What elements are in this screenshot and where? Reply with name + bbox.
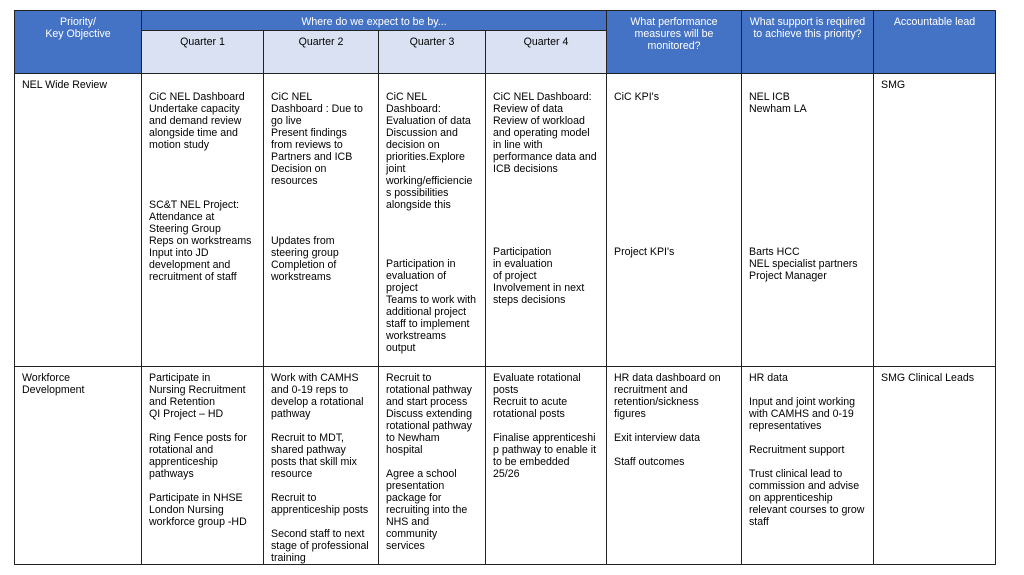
support-cell: HR data Input and joint working with CAMHS and 0-19 representatives Recruitment support Trust clinical lead to commission and advise on apprenticeship relevant courses to grow staff: [742, 367, 874, 565]
header-expect: Where do we expect to be by...: [142, 11, 607, 31]
measures-cell: [607, 74, 742, 367]
q2-text-a: CiC NEL Dashboard : Due to go live Present findings from reviews to Partners and ICB Decision on resources: [271, 91, 363, 187]
q2-cell: Work with CAMHS and 0-19 reps to develop a rotational pathway Recruit to MDT, shared pathway posts that skill mix resource Recruit to apprenticeship posts Second staff to next stage of professional training: [264, 367, 379, 565]
support-text-a: NEL ICB Newham LA: [749, 91, 807, 115]
header-quarter-2: Quarter 2: [264, 31, 379, 74]
header-priority: Priority/ Key Objective: [15, 11, 142, 74]
measures-text-b: Project KPI's: [614, 246, 675, 258]
q1-cell: [142, 74, 264, 367]
support-text-b: Barts HCC NEL specialist partners Project Manager: [749, 246, 858, 282]
q3-text-b: Participation in evaluation of project Teams to work with additional project staff to implement workstreams output: [386, 258, 477, 354]
header-lead: Accountable lead: [874, 11, 996, 74]
q3-text-a: CiC NEL Dashboard: Evaluation of data Discussion and decision on priorities.Explore joint working/efficiencie s possibilities alongside this: [386, 91, 473, 211]
table-row: [15, 74, 996, 367]
header-quarter-4: Quarter 4: [486, 31, 607, 74]
q4-cell: [486, 74, 607, 367]
q3-cell: [379, 74, 486, 367]
measures-text-a: CiC KPI's: [614, 91, 659, 103]
objective-cell: NEL Wide Review: [15, 74, 142, 367]
lead-cell: SMG: [874, 74, 996, 367]
support-cell: [742, 74, 874, 367]
table-row: [15, 367, 996, 565]
q1-cell: Participate in Nursing Recruitment and Retention QI Project – HD Ring Fence posts for rotational and apprenticeship pathways Participate in NHSE London Nursing workforce group -HD: [142, 367, 264, 565]
header-quarter-1: Quarter 1: [142, 31, 264, 74]
q4-text-a: CiC NEL Dashboard: Review of data Review of workload and operating model in line with performance data and ICB decisions: [493, 91, 597, 175]
priority-plan-table: [14, 10, 996, 565]
q4-cell: Evaluate rotational posts Recruit to acute rotational posts Finalise apprenticeshi p pathway to enable it to be embedded 25/26: [486, 367, 607, 565]
q1-text-a: CiC NEL Dashboard Undertake capacity and demand review alongside time and motion study: [149, 91, 245, 151]
header-quarter-3: Quarter 3: [379, 31, 486, 74]
q2-text-b: Updates from steering group Completion of workstreams: [271, 235, 339, 283]
lead-cell: SMG Clinical Leads: [874, 367, 996, 565]
q3-cell: Recruit to rotational pathway and start process Discuss extending rotational pathway to Newham hospital Agree a school presentation package for recruiting into the NHS and community services: [379, 367, 486, 565]
measures-cell: HR data dashboard on recruitment and retention/sickness figures Exit interview data Staff outcomes: [607, 367, 742, 565]
q4-text-b: Participation in evaluation of project Involvement in next steps decisions: [493, 246, 585, 306]
header-measures: What performance measures will be monitored?: [607, 11, 742, 74]
q1-text-b: SC&T NEL Project: Attendance at Steering Group Reps on workstreams Input into JD development and recruitment of staff: [149, 199, 252, 283]
q2-cell: [264, 74, 379, 367]
objective-cell: Workforce Development: [15, 367, 142, 565]
header-support: What support is required to achieve this priority?: [742, 11, 874, 74]
